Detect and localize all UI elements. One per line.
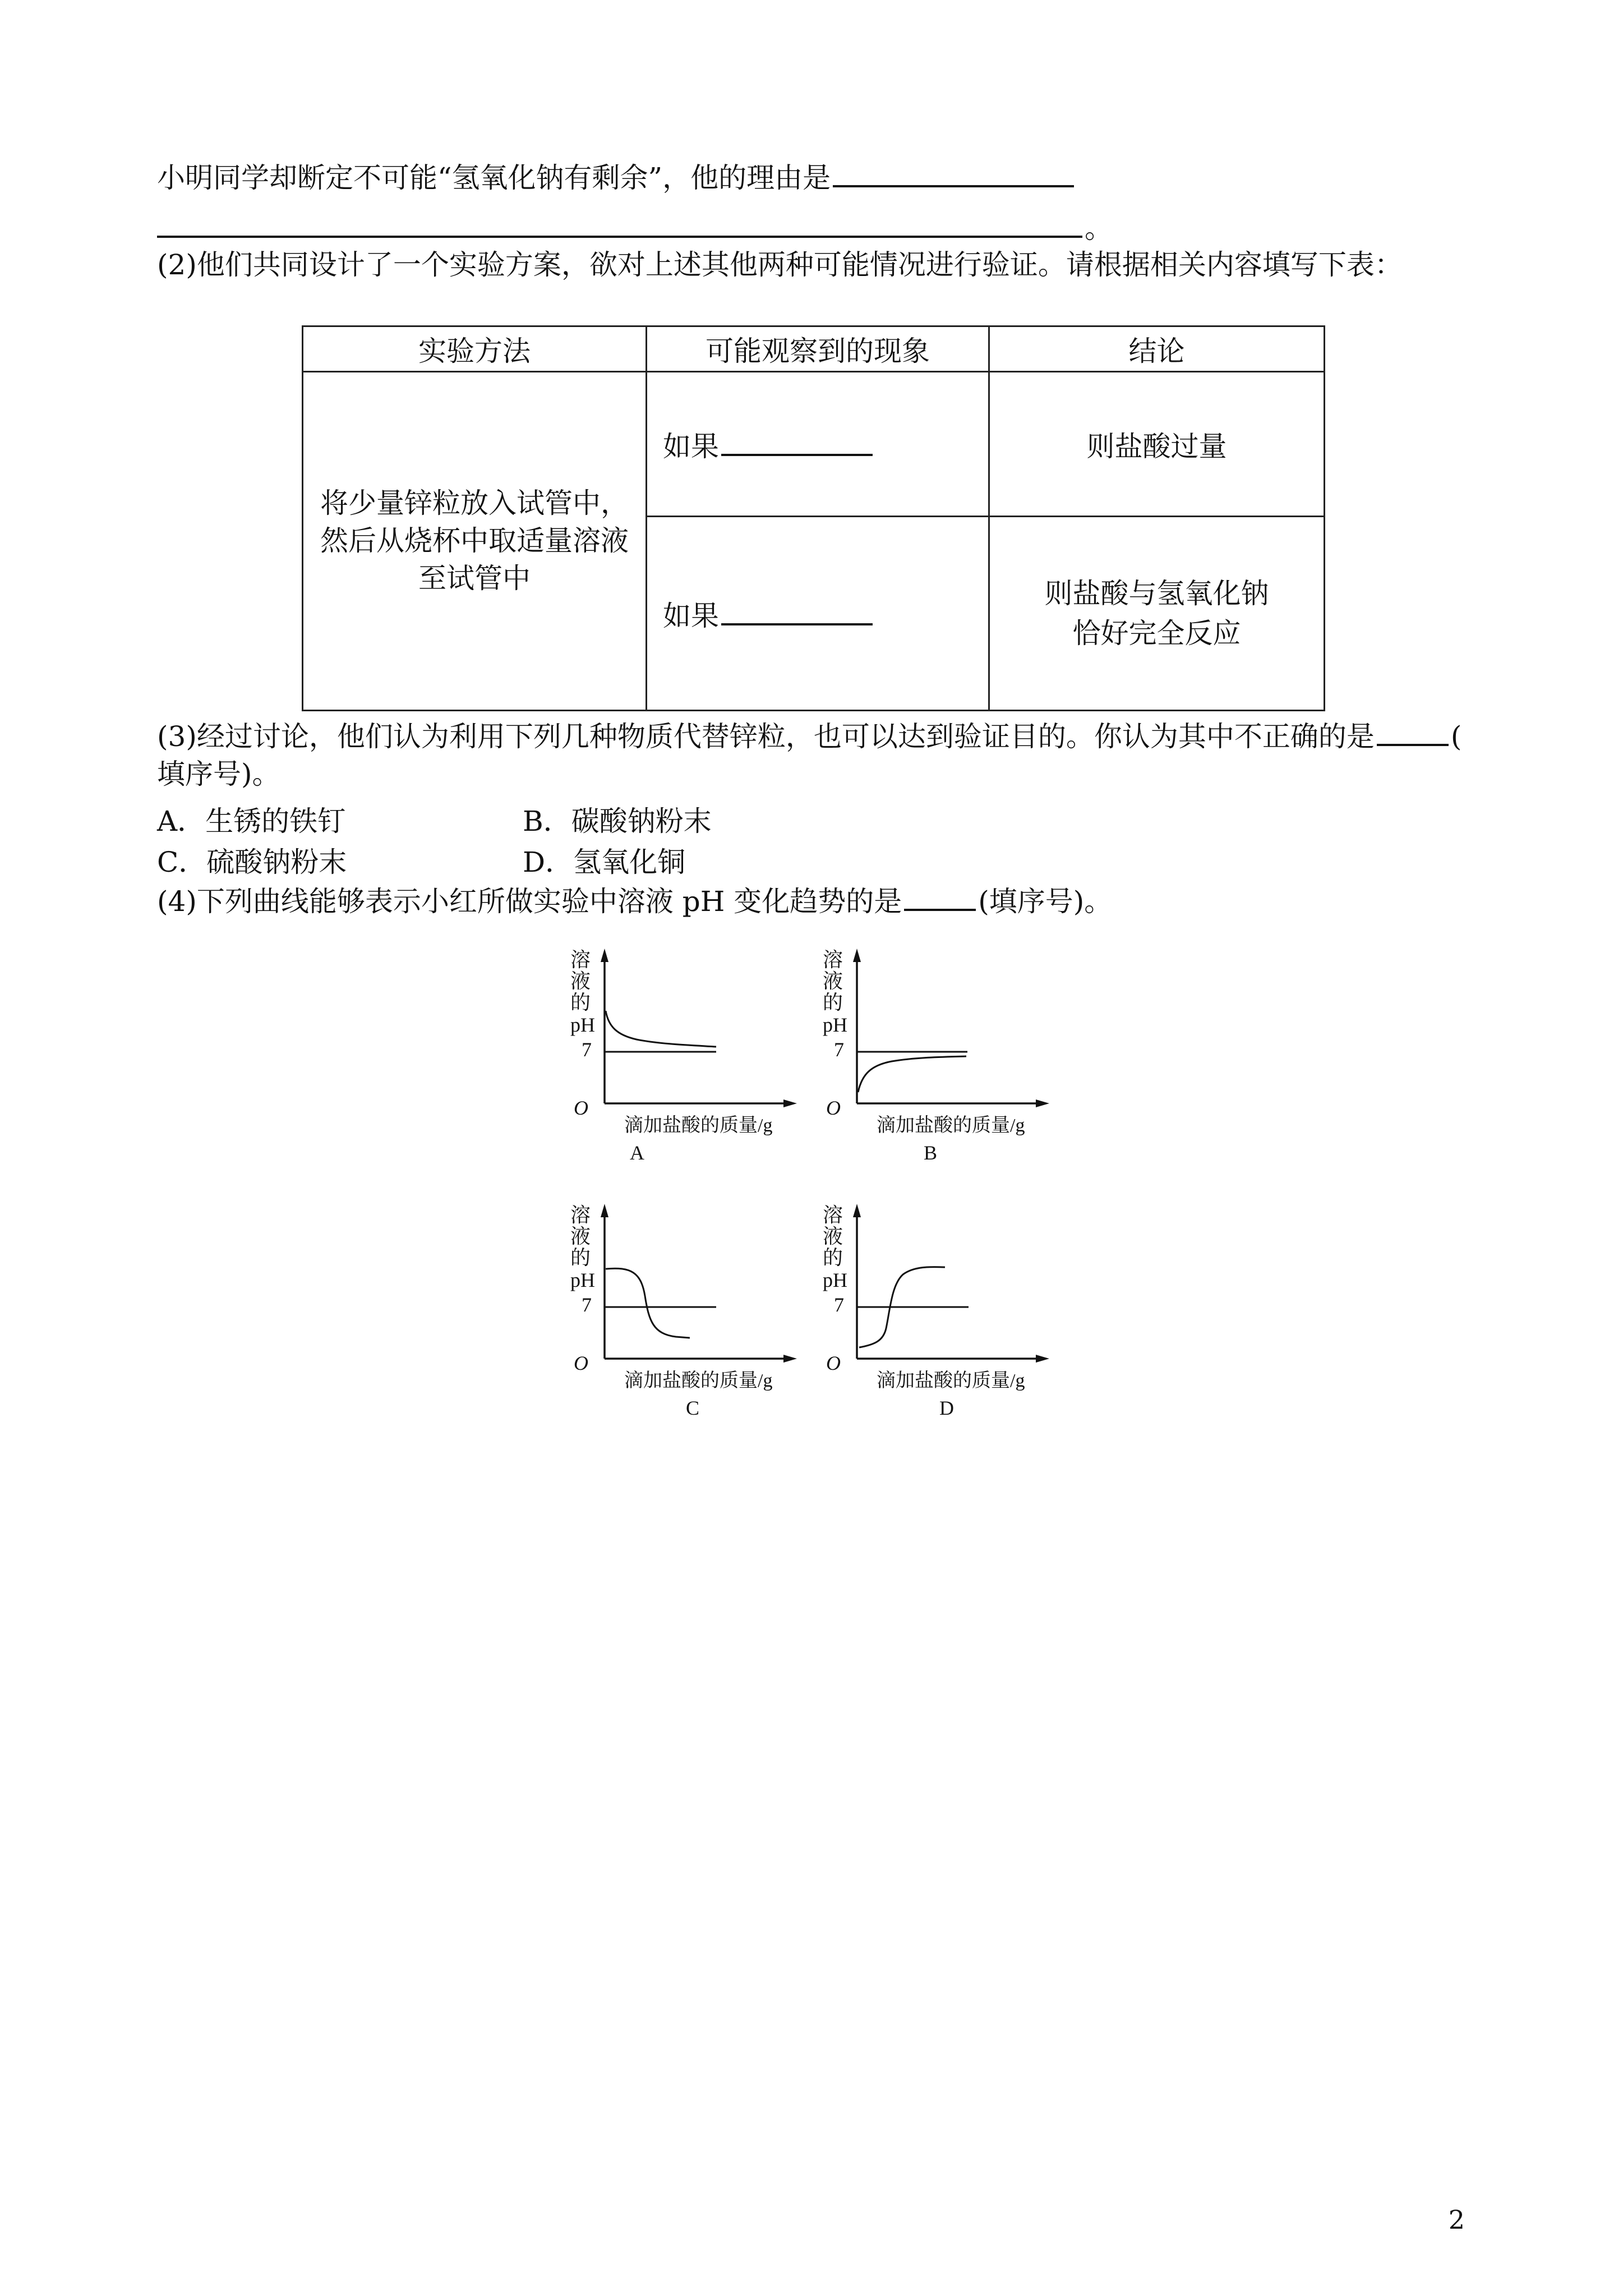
line-reason (157, 157, 1076, 195)
ph-curve (606, 1011, 716, 1047)
x-axis-label: 滴加盐酸的质量/g (624, 1370, 773, 1391)
option-a: A．生锈的铁钉 (157, 805, 346, 838)
question-4-text: (4)下列曲线能够表示小红所做实验中溶液 pH 变化趋势的是 (157, 885, 902, 918)
option-b: B．碳酸钠粉末 (523, 805, 712, 838)
question-3-text: (3)经过讨论，他们认为利用下列几种物质代替锌粒，也可以达到验证目的。你认为其中不正确的是 (157, 720, 1375, 753)
table-row (303, 372, 1325, 517)
question-4-end: (填序号)。 (978, 885, 1113, 918)
answer-blank-reason-cont[interactable] (157, 208, 1082, 238)
method-cell (303, 372, 647, 711)
question-2: (2)他们共同设计了一个实验方案，欲对上述其他两种可能情况进行验证。请根据相关内容填写下表： (157, 249, 1403, 281)
origin-label: O (574, 1097, 588, 1119)
header-method: 实验方法 (303, 326, 647, 372)
line-reason-cont (157, 208, 1113, 245)
conclusion-cell-2 (989, 517, 1325, 711)
option-c: C．硫酸钠粉末 (157, 846, 347, 878)
method-line: 然后从烧杯中取适量溶液 (320, 524, 629, 557)
graph-c (569, 1200, 827, 1425)
phenomenon-cell-1 (647, 372, 989, 517)
question-3 (157, 716, 1461, 753)
graph-label: B (924, 1142, 938, 1164)
y-label-3: 的 (823, 991, 843, 1014)
y-label-1: 溶 (823, 949, 843, 971)
y-arrow (853, 1204, 861, 1217)
graph-label: A (630, 1142, 644, 1164)
y-arrow (853, 949, 861, 962)
graph-d (822, 1200, 1080, 1425)
question-3-paren: ( (1450, 720, 1462, 753)
graph-a (569, 945, 827, 1170)
phenomenon-cell-2 (647, 517, 989, 711)
y-label-2: 液 (570, 1225, 591, 1248)
x-axis-label: 滴加盐酸的质量/g (877, 1115, 1025, 1136)
origin-label: O (574, 1352, 588, 1374)
reason-text: 小明同学却断定不可能“氢氧化钠有剩余”，他的理由是 (157, 162, 831, 194)
y-label-4: pH (823, 1269, 847, 1291)
x-axis-label: 滴加盐酸的质量/g (877, 1370, 1025, 1391)
answer-blank-q4[interactable] (904, 881, 976, 911)
ph-curve (858, 1056, 966, 1092)
answer-blank-reason[interactable] (833, 157, 1074, 187)
phenomenon-prefix: 如果 (663, 599, 719, 632)
y-label-3: 的 (823, 1246, 843, 1269)
period: 。 (1085, 212, 1113, 245)
y-label-4: pH (570, 1269, 595, 1291)
conclusion-line: 恰好完全反应 (1072, 616, 1241, 650)
question-3-cont: 填序号)。 (157, 758, 280, 790)
y-arrow (601, 949, 608, 962)
x-arrow (1036, 1099, 1049, 1107)
x-arrow (783, 1355, 797, 1363)
page-number: 2 (1448, 2205, 1465, 2235)
graph-label: C (686, 1397, 700, 1419)
method-line: 至试管中 (418, 562, 531, 595)
y-label-3: 的 (570, 1246, 591, 1269)
answer-blank-phenomenon-1[interactable] (721, 426, 873, 456)
method-line: 将少量锌粒放入试管中， (320, 487, 629, 519)
header-phenomenon: 可能观察到的现象 (647, 326, 989, 372)
origin-label: O (826, 1097, 841, 1119)
origin-label: O (826, 1352, 841, 1374)
y-label-3: 的 (570, 991, 591, 1014)
tick-seven: 7 (834, 1038, 844, 1061)
y-label-1: 溶 (570, 1204, 591, 1226)
answer-blank-q3[interactable] (1377, 716, 1449, 746)
ph-curve (606, 1268, 690, 1338)
x-arrow (1036, 1355, 1049, 1363)
graph-b (822, 945, 1080, 1170)
y-label-2: 液 (570, 970, 591, 992)
option-d: D．氢氧化铜 (523, 846, 686, 878)
header-conclusion: 结论 (989, 326, 1325, 372)
tick-seven: 7 (834, 1294, 844, 1316)
question-4 (157, 881, 1112, 918)
conclusion-line: 则盐酸与氢氧化钠 (1044, 577, 1269, 610)
tick-seven: 7 (582, 1038, 592, 1061)
answer-blank-phenomenon-2[interactable] (721, 595, 873, 625)
y-label-4: pH (570, 1014, 595, 1036)
x-axis-label: 滴加盐酸的质量/g (624, 1115, 773, 1136)
x-arrow (783, 1099, 797, 1107)
y-label-1: 溶 (823, 1204, 843, 1226)
y-label-2: 液 (823, 1225, 843, 1248)
tick-seven: 7 (582, 1294, 592, 1316)
y-label-1: 溶 (570, 949, 591, 971)
y-label-4: pH (823, 1014, 847, 1036)
y-label-2: 液 (823, 970, 843, 992)
phenomenon-prefix: 如果 (663, 430, 719, 463)
table-header-row (303, 326, 1325, 372)
graph-label: D (939, 1397, 954, 1419)
conclusion-cell-1: 则盐酸过量 (989, 372, 1325, 517)
experiment-table (302, 325, 1325, 711)
y-arrow (601, 1204, 608, 1217)
